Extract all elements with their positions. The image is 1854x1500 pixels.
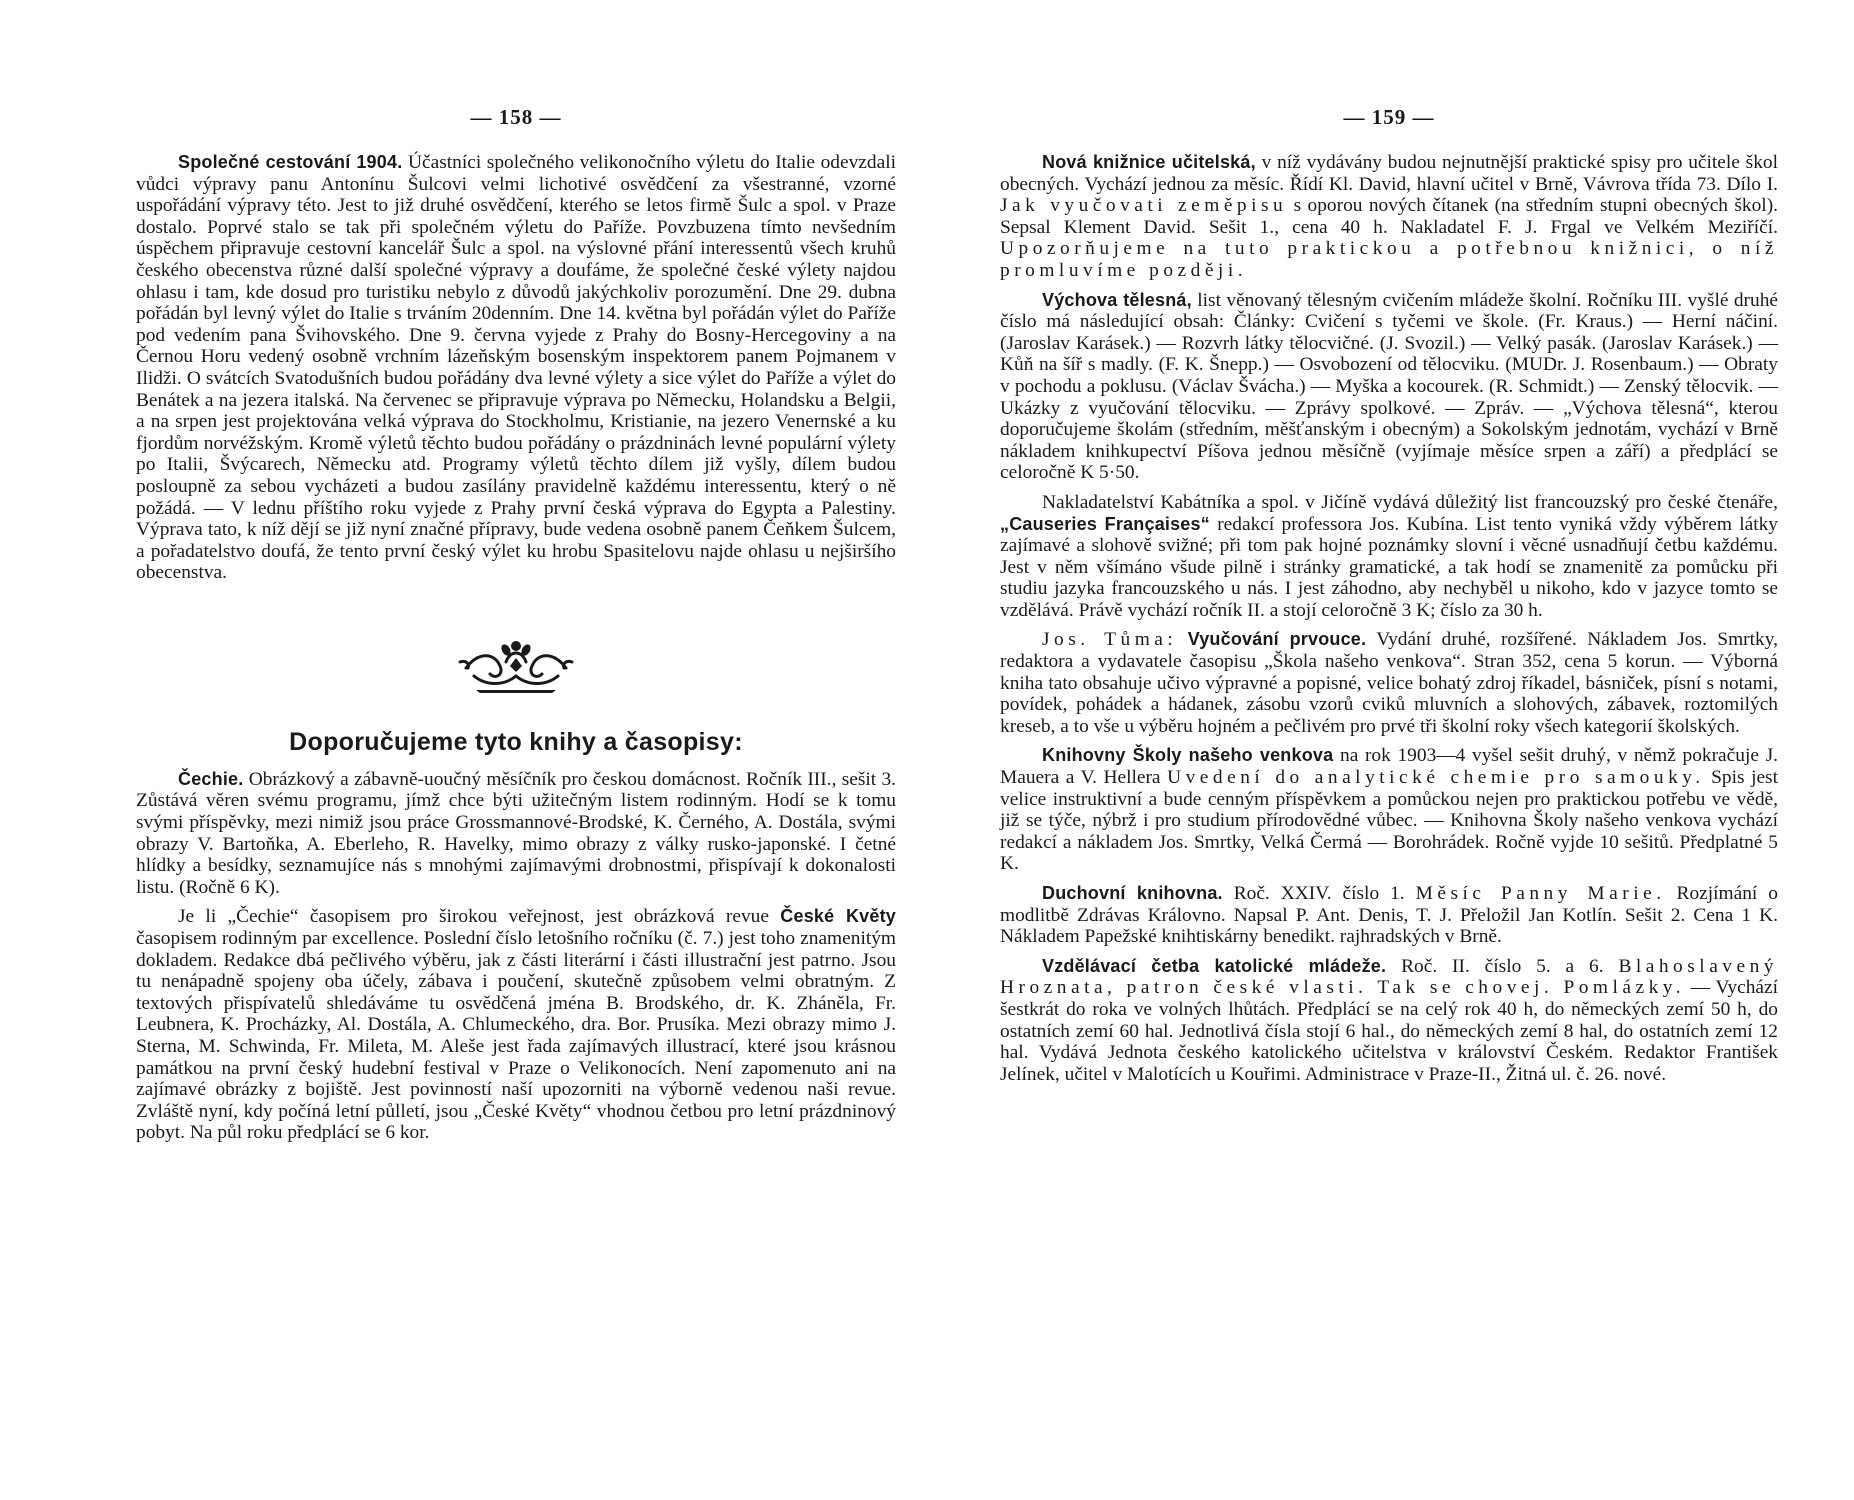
article-body: časopisem rodinným par excellence. Poslední číslo letošního ročníku (č. 7.) jest toho znamenitým dokladem. Redakce dbá pečlivého výběru, jak z části literární i části illustrační jest patrno. Jsou tu nenápadně spojeny oba účely, zábava i poučení, skutečně způsobem velmi obratným. Z textových přispívatelů shledáváme tu osvědčená jména B. Brodského, dr. K. Zháněla, Fr. Leubnera, K. Procházky, Al. Dostála, A. Chlumeckého, dra. Bor. Prusíka. Mezi obrazy mimo J. Sterna, M. Schwinda, Fr. Mileta, M. Aleše jest řada zajímavých illustrací, které jsou krásnou památkou na první český hudební festival v Praze o Velikonocích. Není zapomenuto ani na zajímavé obrázky z bojiště. Jest povinností naší upozorniti na výborně vedenou naši revue. Zvláště nyní, kdy počíná letní půlletí, jsou „České Květy“ vhodnou četbou pro letní prázdninový pobyt. Na půl roku předplácí se 6 kor.	[136, 928, 896, 1144]
article-body: s oporou nových čítanek (na středním stupni obecných škol). Sepsal Klement David. Sešit 1., cena 40 h. Nakladatel F. J. Frgal ve Velkém Meziříčí.	[1000, 195, 1778, 238]
article-body: list věnovaný tělesným cvičením mládeže školní. Ročníku III. vyšlé druhé číslo má následující obsah: Články: Cvičení s tyčemi ve škole. (Fr. Kraus.) — Herní náčiní. (Jaroslav Karásek.) — Rozvrh látky tělocvičné. (J. Svozil.) — Velký pasák. (Jaroslav Karásek.) — Kůň na šíř s madly. (F. K. Šnepp.) — Osvobození od tělocviku. (MUDr. J. Rosenbaum.) — Obraty v pochodu a poklusu. (Václav Švácha.) — Myška a kocourek. (R. Schmidt.) — Zenský tělocvik. — Ukázky z vyučování tělocviku. — Zprávy spolkové. — Zpráv. — „Výchova tělesná“, kterou doporučujeme školám (středním, měšťanským i obecným) a Sokolským jednotám, vychází v Brně nákladem knihkupectví Píšova jednou měsíčně (vyjímaje měsíce srpen a září) a předplácí se celoročně K 5·50.	[1000, 289, 1778, 484]
article-body: redakcí professora Jos. Kubína. List tento vyniká vždy výběrem látky zajímavé a slohově svižné; při tom pak hojné poznámky slovní i věcné usnadňují četbu každému. Jest v něm všímáno všude pilně i stránky gramatické, a tak hodí se znamenitě za pomůcku při studiu jazyka francouzského u nás. I jest záhodno, aby nechyběl u nikoho, kdo v jazyce tomto se vzdělává. Právě vychází ročník II. a stojí celoročně 3 K; číslo za 30 h.	[1000, 513, 1778, 621]
article-title: „Causeries Françaises“	[1000, 513, 1210, 534]
article-body: na rok 1903—4 vyšel sešit druhý, v němž pokračuje J. Mauera a V. Hellera	[1000, 745, 1779, 789]
article-body: Rozjímání o modlitbě Zdrávas Královno. Napsal P. Ant. Denis, T. J. Přeložil Jan Kotlín. Sešit 2. Cena 1 K. Nákladem Papežské knihtiskárny benedikt. rajhradských v Brně.	[1000, 883, 1778, 948]
article-causeries	[1000, 492, 1778, 622]
article-body: Vydání druhé, rozšířené. Nákladem Jos. Smrtky, redaktora a vydavatele časopisu „Škola našeho venkova“. Stran 352, cena 5 korun. — Výborná kniha tato obsahuje učivo výpravné a popisné, velice bohatý zdroj říkadel, básniček, písní s notami, povídek, pohádek a hádanek, zásobu vzorů cviků mluvních a slohových, zábavek, roztomilých kreseb, a to vše u výběru hojném a pečlivém pro prvé tři školní roky všech kategorií školských.	[1000, 629, 1778, 737]
article-title: Vyučování prvouce.	[1187, 629, 1367, 650]
article-title: Duchovní knihovna.	[1042, 883, 1223, 903]
article-author: Jos. Tůma:	[1042, 629, 1178, 651]
article-title: Výchova tělesná,	[1042, 289, 1192, 310]
article-body: Spis jest velice instruktivní a bude cenným příspěvkem a pomůckou nejen pro praktickou potřebu ve vědě, již se týče, nýbrž i pro studium přírodovědné vůbec. — Knihovna Školy našeho venkova vychází redakcí a nákladem Jos. Smrtky, Velká Čermá — Borohrádek. Ročně vyjde 10 sešitů. Předplatné 5 K.	[1000, 767, 1778, 875]
article-spolecne-cestovani	[136, 152, 896, 584]
spaced-recommendation: Upozorňujeme na tuto praktickou a potřebnou knižnici, o níž promluvíme později.	[1000, 238, 1778, 281]
article-title: Knihovny Školy našeho venkova	[1042, 745, 1334, 766]
ornament-divider	[136, 632, 896, 698]
article-knihovny-skoly	[1000, 745, 1778, 875]
right-page	[1000, 0, 1778, 1085]
article-cechie	[136, 769, 896, 899]
article-duchovni-knihovna	[1000, 883, 1778, 948]
article-title: Čechie.	[178, 768, 244, 789]
floral-vignette-icon	[456, 632, 576, 694]
page-number-left: — 158 —	[470, 105, 562, 129]
page-number-right: — 159 —	[1343, 105, 1435, 129]
article-intro: Nakladatelství Kabátníka a spol. v Jičíně vydává důležitý list francouzský pro české čtenáře,	[1042, 491, 1778, 513]
article-body: Roč. II. číslo 5. a 6.	[1386, 955, 1619, 977]
article-body: v níž vydávány budou nejnutnější praktické spisy pro učitele škol obecných. Vychází jednou za měsíc. Řídí Kl. David, hlavní učitel v Brně, Vávrova třída 73. Dílo I.	[1000, 152, 1778, 195]
left-page	[136, 0, 896, 1144]
article-vychova-telesna	[1000, 290, 1778, 484]
spaced-book-title: Uvedení do analytické chemie pro samouky.	[1167, 767, 1705, 789]
spaced-book-title: Jak vyučovati zeměpisu	[1000, 195, 1288, 217]
spaced-book-title: Blahoslavený Hroznata, patron české vlasti. Tak se chovej. Pomlázky.	[1000, 955, 1778, 999]
article-body: Obrázkový a zábavně-uoučný měsíčník pro českou domácnost. Ročník III., sešit 3. Zůstává věren svému programu, jímž chce býti užitečným listem rodinným. Hodí se k tomu svými příspěvky, mezi nimiž jsou práce Grossmannové-Brodské, K. Černého, A. Dostála, svými obrazy V. Bartoňka, A. Eberleho, R. Havelky, mimo obrazy z války rusko-japonské. I četné hlídky a besídky, seznamujíce nás s mnohými zajímavými drobnostmi, přispívají k dokonalosti listu. (Ročně 6 K).	[136, 768, 896, 898]
section-heading: Doporučujeme tyto knihy a časopisy:	[289, 727, 743, 756]
article-nova-knihovnice	[1000, 152, 1778, 282]
article-body: — Vychází šestkrát do roka ve volných lhůtách. Předplácí se na celý rok 40 h, do německých zemí 50 h, do ostatních zemí 60 hal. Jednotlivá čísla stojí 6 hal., do německých zemí 8 hal, do ostatních zemí 12 hal. Vydává Jednota českého katolického učitelstva v království Českém. Redaktor František Jelínek, učitel v Malotících u Kouřimi. Administrace v Praze-II., Žitná ul. č. 26. nové.	[1000, 977, 1778, 1085]
spaced-book-title: Měsíc Panny Marie.	[1415, 883, 1666, 904]
article-vzdelavaci-cetba	[1000, 956, 1778, 1086]
article-body: Roč. XXIV. číslo 1.	[1222, 883, 1416, 904]
article-title: Nová knižnice učitelská,	[1042, 152, 1256, 172]
article-title: Společné cestování 1904.	[178, 152, 403, 172]
article-intro: Je li „Čechie“ časopisem pro širokou veřejnost, jest obrázková revue	[178, 906, 781, 928]
article-ceske-kvety	[136, 906, 896, 1144]
article-vyucovani-prvouce	[1000, 629, 1778, 737]
article-body: Účastníci společného velikonočního výletu do Italie odevzdali vůdci výpravy panu Antonínu Šulcovi velmi lichotivé osvědčení za všestranné, vzorné uspořádání výpravy této. Jest to již druhé osvědčení, kterého se letos firmě Šulc a spol. v Praze dostalo. Poprvé stalo se tak při společném výletu do Paříže. Povzbuzena tímto nevšedním úspěchem připravuje cestovní kancelář Šulc a spol. na výslovné přání interessentů všech kruhů českého obecenstva různé další společné výpravy a doufáme, že společné české výlety najdou ohlasu i tam, kde dosud pro turistiku nebylo z důvodů jakýchkoliv porozumění. Dne 29. dubna pořádán byl levný výlet do Italie s trváním 20denním. Dne 14. května byl pořádán výlet do Paříže pod vedením pana Švihovského. Dne 9. června vyjede z Prahy do Bosny-Hercegoviny a na Černou Horu vedený osobně vrchním lázeňským bosenským inspektorem panem Pojmanem v Ilidži. O svátcích Svatodušních budou pořádány dva levné výlety a sice výlet do Paříže a výlet do Benátek a na jezera italská. Na červenec se připravuje výprava po Německu, Holandsku a Belgii, a na srpen jest projektována velká výprava do Stockholmu, Kristianie, na jezero Venernské a ku fjordům norvéžským. Kromě výletů těchto budou pořádány o prázdninách levné populární výlety po Italii, Švýcarech, Německu atd. Programy výletů těchto dílem již vyšly, dílem budou posloupně za sebou vycházeti a budou zasílány pravidelně každému interessentu, který o ně požádá. — V lednu příštího roku vyjede z Prahy první česká výprava do Egypta a Palestiny. Výprava tato, k níž dějí se již nyní značné přípravy, bude vedena osobně panem Čeňkem Šulcem, a pořadatelstvo doufá, že tento první český výlet ku hrobu Spasitelovu najde ohlasu u nejširšího obecenstva.	[136, 152, 896, 584]
article-title: Vzdělávací četba katolické mládeže.	[1042, 955, 1387, 976]
article-title: České Květy	[780, 906, 896, 927]
